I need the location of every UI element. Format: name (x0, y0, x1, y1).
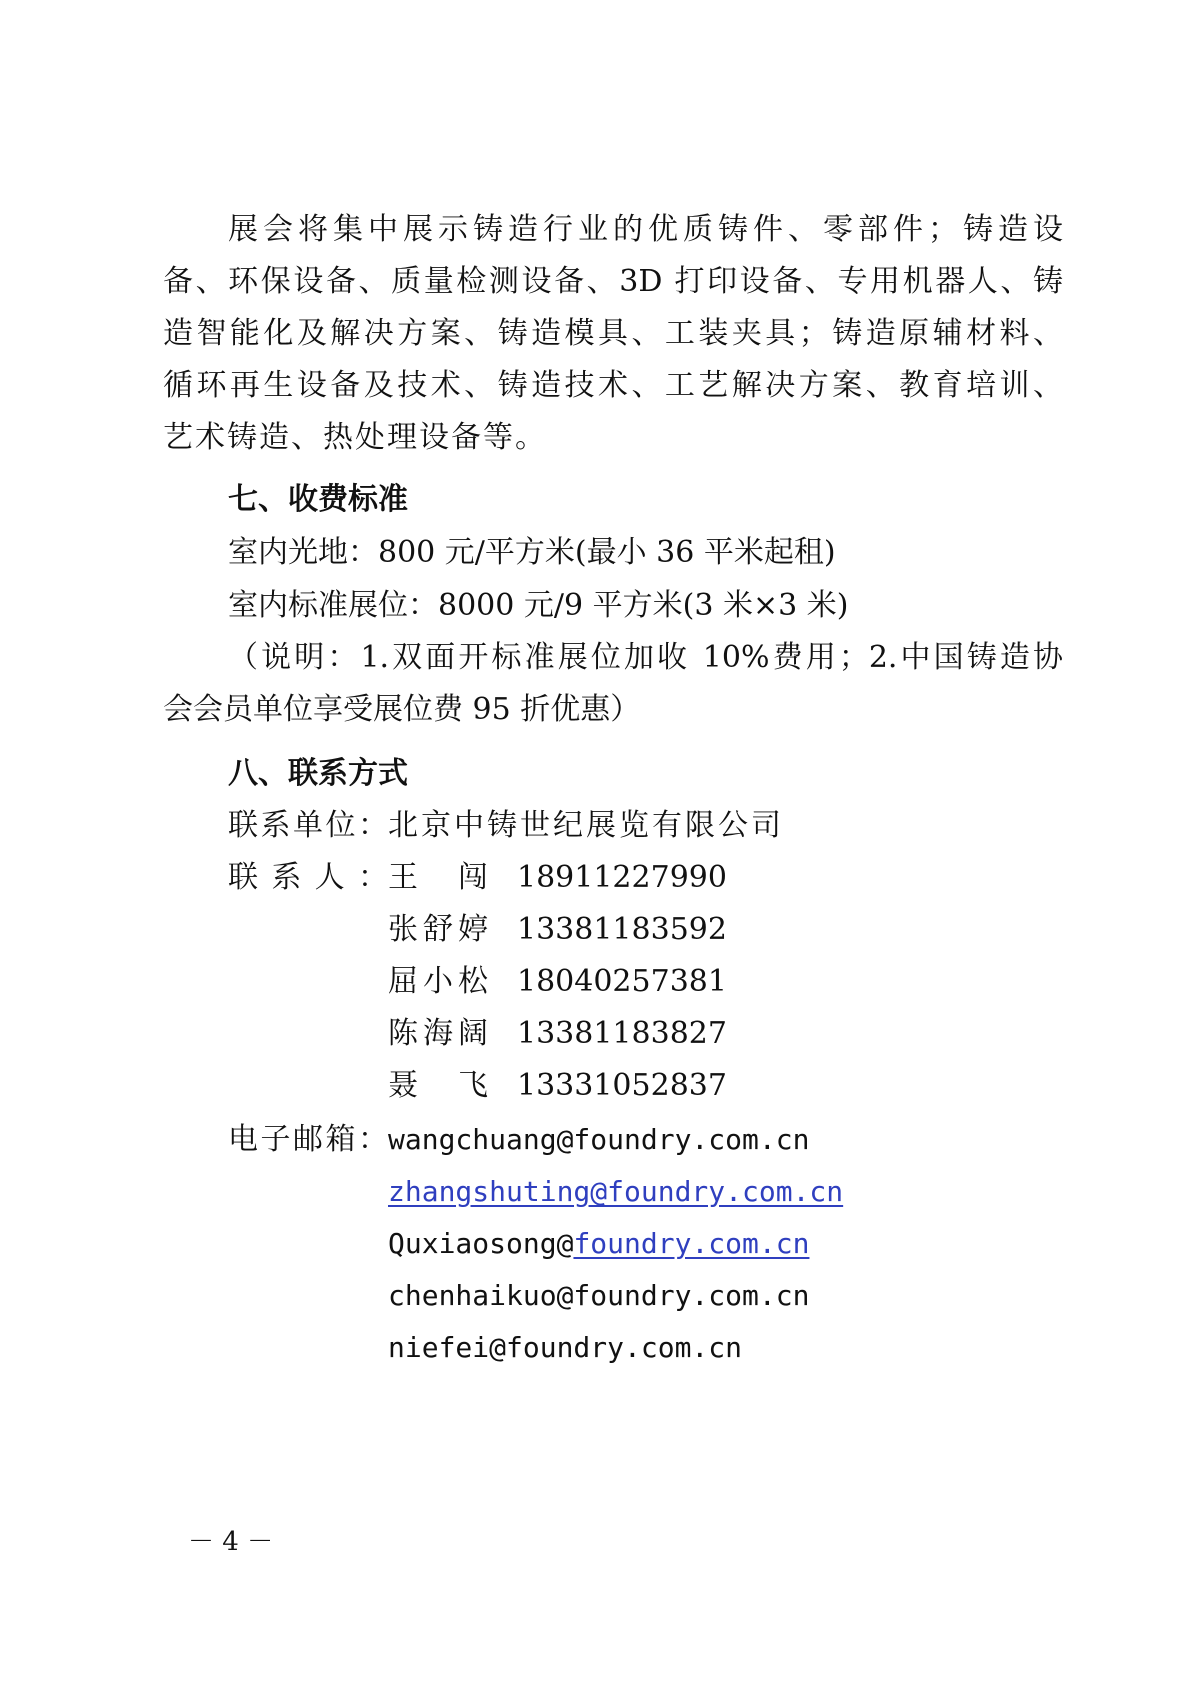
email-address[interactable]: niefei@foundry.com.cn (388, 1331, 743, 1364)
contact-person-phone: 18911227990 (517, 860, 727, 895)
page-number: － 4 － (188, 1527, 274, 1557)
section-heading-fees: 七、收费标准 (228, 482, 408, 517)
intro-line-3: 造智能化及解决方案、铸造模具、工装夹具；铸造原辅材料、 (163, 316, 1063, 351)
fee-standard-booth: 室内标准展位：8000 元/9 平方米(3 米×3 米) (228, 588, 849, 623)
contact-person-phone: 13331052837 (517, 1068, 727, 1103)
contact-email-label: 电子邮箱： (228, 1122, 388, 1157)
fee-note-line-1: （说明：1.双面开标准展位加收 10%费用；2.中国铸造协 (228, 640, 1063, 675)
email-link[interactable]: zhangshuting@foundry.com.cn (388, 1175, 844, 1208)
email-prefix: Quxiaosong@ (388, 1227, 574, 1260)
contact-person-name: 张舒婷 (388, 912, 488, 947)
contact-person-phone: 13381183592 (517, 912, 727, 947)
contact-person-name: 聂飞 (388, 1068, 488, 1103)
contact-person-phone: 13381183827 (517, 1016, 727, 1051)
contact-person-name: 王闯 (388, 860, 488, 895)
section-heading-contact: 八、联系方式 (228, 756, 408, 791)
contact-person-label: 联系人： (228, 860, 388, 895)
email-address[interactable] (388, 1224, 809, 1264)
email-link[interactable]: foundry.com.cn (573, 1227, 810, 1260)
contact-unit-label: 联系单位： (228, 808, 388, 843)
intro-line-5: 艺术铸造、热处理设备等。 (163, 420, 547, 455)
contact-unit-value: 北京中铸世纪展览有限公司 (388, 808, 784, 843)
contact-person-name: 陈海阔 (388, 1016, 488, 1051)
intro-line-2: 备、环保设备、质量检测设备、3D 打印设备、专用机器人、铸 (163, 264, 1063, 299)
fee-indoor-space: 室内光地：800 元/平方米(最小 36 平米起租) (228, 535, 836, 570)
intro-line-1: 展会将集中展示铸造行业的优质铸件、零部件；铸造设 (228, 212, 1063, 247)
contact-person-name: 屈小松 (388, 964, 488, 999)
fee-note-line-2: 会会员单位享受展位费 95 折优惠） (163, 692, 641, 727)
contact-person-phone: 18040257381 (517, 964, 727, 999)
email-address[interactable]: chenhaikuo@foundry.com.cn (388, 1279, 810, 1312)
intro-line-4: 循环再生设备及技术、铸造技术、工艺解决方案、教育培训、 (163, 368, 1063, 403)
email-address[interactable]: wangchuang@foundry.com.cn (388, 1123, 810, 1156)
